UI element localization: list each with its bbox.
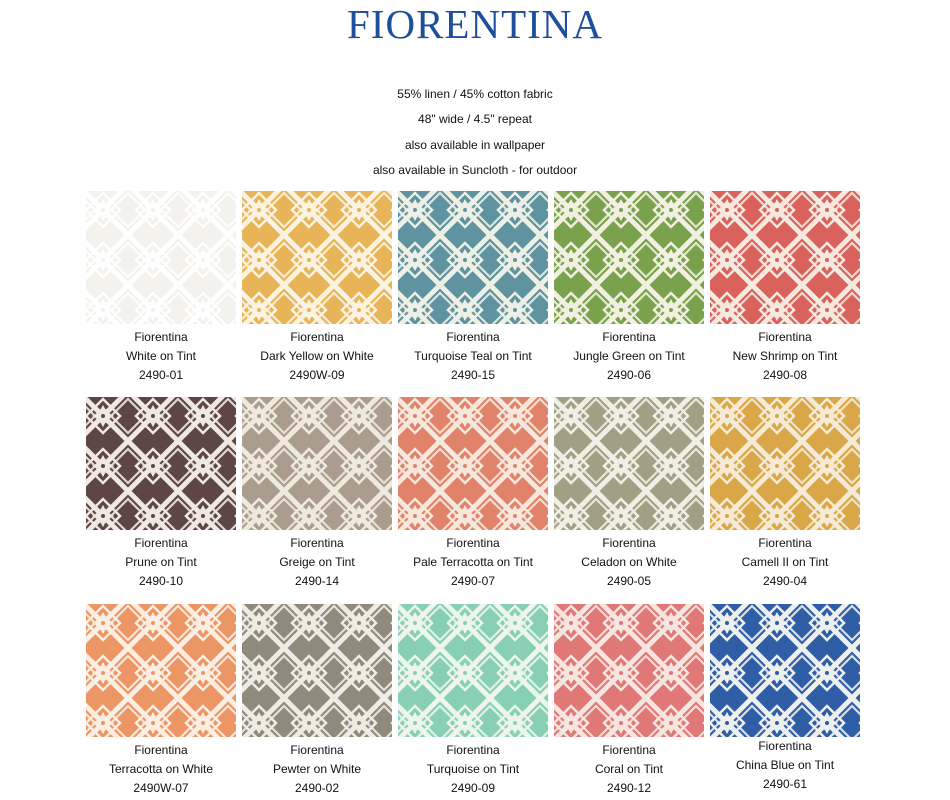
swatch-card[interactable]	[398, 604, 548, 798]
swatch-card[interactable]	[554, 191, 704, 385]
swatch-pattern-name: Fiorentina	[134, 536, 188, 550]
swatch-card[interactable]	[710, 604, 860, 794]
swatch-code: 2490-01	[138, 368, 184, 382]
fabric-content-text: 55% linen / 45% cotton fabric	[397, 87, 553, 101]
swatch-card[interactable]	[242, 191, 392, 385]
swatch-colorway: Dark Yellow on White	[260, 349, 374, 363]
swatch-pattern-name: Fiorentina	[446, 330, 500, 344]
swatch-caption	[710, 534, 860, 591]
diamond-pattern-graphic	[242, 397, 392, 530]
swatch-pattern-name: Fiorentina	[602, 536, 656, 550]
swatch-image[interactable]	[554, 604, 704, 737]
swatch-code: 2490-14	[294, 574, 340, 588]
swatch-caption	[554, 328, 704, 385]
swatch-pattern-name: Fiorentina	[290, 330, 344, 344]
diamond-pattern-graphic	[86, 191, 236, 324]
swatch-code: 2490-10	[138, 574, 184, 588]
swatch-card[interactable]	[710, 191, 860, 385]
swatch-pattern-name: Fiorentina	[446, 536, 500, 550]
swatch-code: 2490-12	[606, 781, 652, 795]
swatch-caption	[710, 737, 860, 794]
swatch-card[interactable]	[242, 397, 392, 591]
swatch-pattern-name: Fiorentina	[602, 330, 656, 344]
swatch-image[interactable]	[554, 191, 704, 324]
swatch-code: 2490-61	[762, 777, 808, 791]
swatch-colorway: Coral on Tint	[594, 762, 664, 776]
swatch-image[interactable]	[554, 397, 704, 530]
diamond-pattern-graphic	[398, 397, 548, 530]
swatch-card[interactable]	[554, 397, 704, 591]
swatch-pattern-name: Fiorentina	[602, 743, 656, 757]
swatch-image[interactable]	[86, 397, 236, 530]
swatch-image[interactable]	[242, 397, 392, 530]
wallpaper-availability-text: also available in wallpaper	[404, 138, 546, 152]
swatch-image[interactable]	[710, 191, 860, 324]
swatch-code: 2490-05	[606, 574, 652, 588]
swatch-card[interactable]	[86, 397, 236, 591]
swatch-pattern-name: Fiorentina	[134, 330, 188, 344]
swatch-pattern-name: Fiorentina	[758, 330, 812, 344]
swatch-code: 2490-09	[450, 781, 496, 795]
swatch-card[interactable]	[86, 604, 236, 798]
swatch-colorway: Pewter on White	[272, 762, 362, 776]
swatch-colorway: Turquoise Teal on Tint	[414, 349, 532, 363]
swatch-code: 2490W-09	[289, 368, 345, 382]
swatch-code: 2490-15	[450, 368, 496, 382]
swatch-caption	[242, 328, 392, 385]
swatch-caption	[398, 534, 548, 591]
swatch-colorway: China Blue on Tint	[735, 758, 835, 772]
swatch-code: 2490-04	[762, 574, 808, 588]
swatch-card[interactable]	[242, 604, 392, 798]
swatch-card[interactable]	[86, 191, 236, 385]
swatch-caption	[86, 534, 236, 591]
swatch-caption	[554, 534, 704, 591]
diamond-pattern-graphic	[242, 604, 392, 737]
swatch-image[interactable]	[86, 191, 236, 324]
swatch-image[interactable]	[398, 191, 548, 324]
diamond-pattern-graphic	[86, 397, 236, 530]
swatch-colorway: Celadon on White	[581, 555, 677, 569]
diamond-pattern-graphic	[710, 191, 860, 324]
swatch-card[interactable]	[554, 604, 704, 798]
swatch-colorway: Pale Terracotta on Tint	[413, 555, 533, 569]
swatch-caption	[86, 741, 236, 798]
swatch-colorway: Turquoise on Tint	[426, 762, 520, 776]
page-title: FIORENTINA	[347, 1, 603, 47]
swatch-colorway: New Shrimp on Tint	[732, 349, 838, 363]
diamond-pattern-graphic	[710, 397, 860, 530]
diamond-pattern-graphic	[398, 191, 548, 324]
swatch-code: 2490-08	[762, 368, 808, 382]
swatch-image[interactable]	[398, 604, 548, 737]
swatch-caption	[242, 741, 392, 798]
swatch-colorway: White on Tint	[125, 349, 197, 363]
swatch-colorway: Jungle Green on Tint	[573, 349, 685, 363]
swatch-image[interactable]	[710, 397, 860, 530]
swatch-colorway: Greige on Tint	[279, 555, 355, 569]
diamond-pattern-graphic	[398, 604, 548, 737]
diamond-pattern-graphic	[554, 604, 704, 737]
swatch-pattern-name: Fiorentina	[758, 536, 812, 550]
swatch-pattern-name: Fiorentina	[758, 739, 812, 753]
swatch-caption	[86, 328, 236, 385]
swatch-card[interactable]	[710, 397, 860, 591]
swatch-image[interactable]	[242, 604, 392, 737]
swatch-code: 2490-07	[450, 574, 496, 588]
diamond-pattern-graphic	[86, 604, 236, 737]
swatch-card[interactable]	[398, 397, 548, 591]
swatch-code: 2490-02	[294, 781, 340, 795]
diamond-pattern-graphic	[242, 191, 392, 324]
swatch-image[interactable]	[86, 604, 236, 737]
diamond-pattern-graphic	[554, 191, 704, 324]
diamond-pattern-graphic	[554, 397, 704, 530]
swatch-colorway: Camell II on Tint	[741, 555, 829, 569]
swatch-image[interactable]	[710, 604, 860, 737]
diamond-pattern-graphic	[710, 604, 860, 737]
suncloth-availability-text: also available in Suncloth - for outdoor	[372, 163, 578, 177]
swatch-caption	[398, 328, 548, 385]
swatch-code: 2490W-07	[133, 781, 189, 795]
swatch-pattern-name: Fiorentina	[290, 743, 344, 757]
fabric-width-repeat-text: 48" wide / 4.5" repeat	[418, 112, 532, 126]
swatch-pattern-name: Fiorentina	[290, 536, 344, 550]
swatch-colorway: Prune on Tint	[125, 555, 197, 569]
swatch-colorway: Terracotta on White	[108, 762, 214, 776]
swatch-caption	[554, 741, 704, 798]
swatch-card[interactable]	[398, 191, 548, 385]
swatch-pattern-name: Fiorentina	[134, 743, 188, 757]
swatch-caption	[242, 534, 392, 591]
swatch-code: 2490-06	[606, 368, 652, 382]
swatch-image[interactable]	[398, 397, 548, 530]
swatch-pattern-name: Fiorentina	[446, 743, 500, 757]
swatch-caption	[710, 328, 860, 385]
swatch-caption	[398, 741, 548, 798]
swatch-image[interactable]	[242, 191, 392, 324]
